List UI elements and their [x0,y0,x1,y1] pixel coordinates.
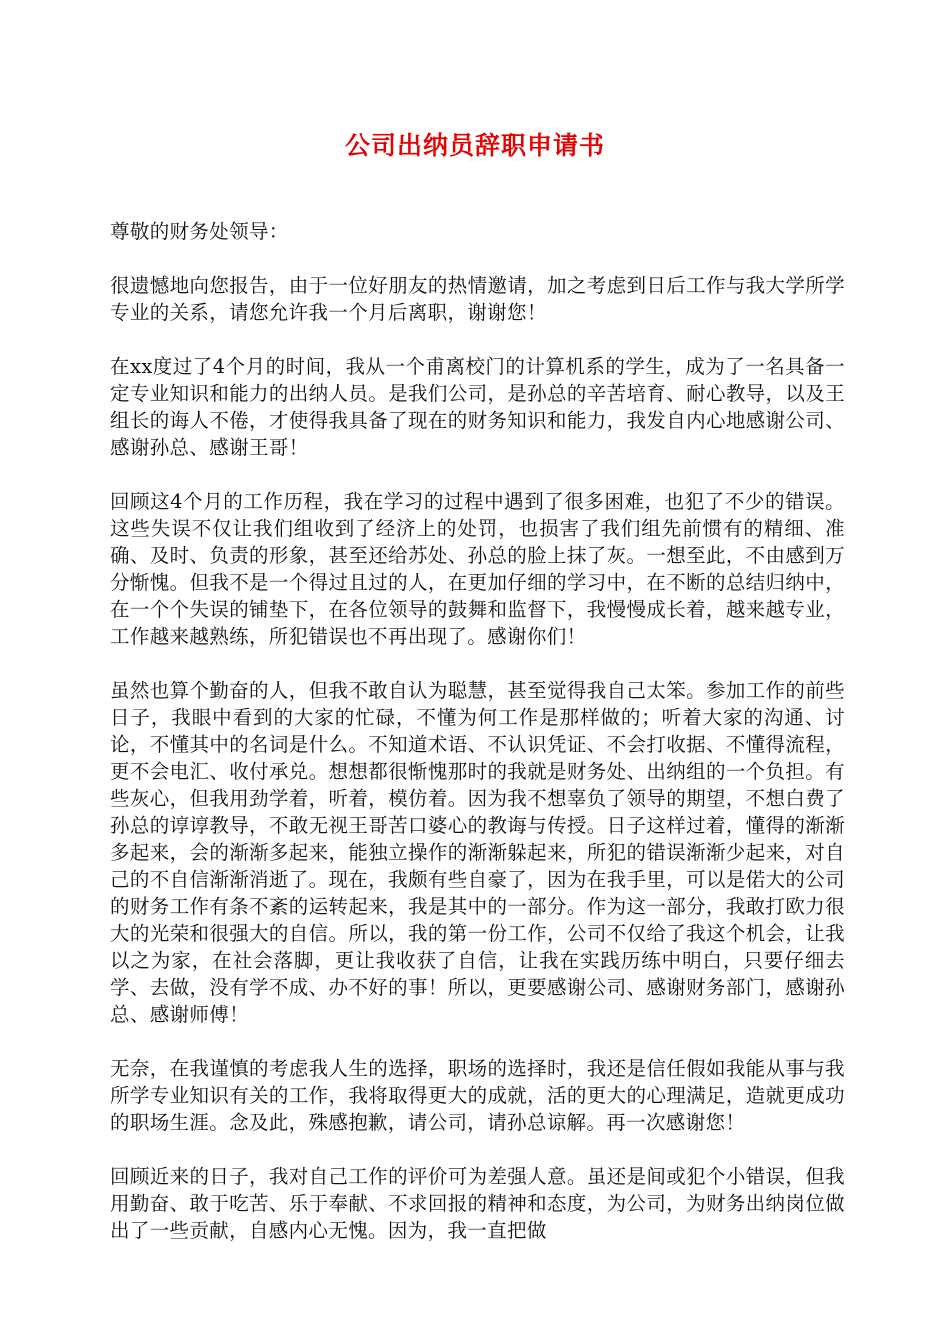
paragraph-3: 回顾这4个月的工作历程，我在学习的过程中遇到了很多困难，也犯了不少的错误。这些失误不仅让我们组收到了经济上的处罚，也损害了我们组先前惯有的精细、准确、及时、负责的形象，甚至还给苏处、孙总的脸上抹了灰。一想至此，不由感到万分惭愧。但我不是一个得过且过的人，在更加仔细的学习中，在不断的总结归纳中，在一个个失误的铺垫下，在各位领导的鼓舞和监督下，我慢慢成长着，越来越专业，工作越来越熟练，所犯错误也不再出现了。感谢你们！ [110,490,845,648]
paragraph-2: 在xx度过了4个月的时间，我从一个甫离校门的计算机系的学生，成为了一名具备一定专业知识和能力的出纳人员。是我们公司，是孙总的辛苦培育、耐心教导，以及王组长的诲人不倦，才使得我具备了现在的财务知识和能力，我发自内心地感谢公司、感谢孙总、感谢王哥！ [110,355,845,459]
document-title: 公司出纳员辞职申请书 [344,131,605,160]
salutation: 尊敬的财务处领导： [110,220,289,243]
paragraph-6: 回顾近来的日子，我对自己工作的评价可为差强人意。虽还是间或犯个小错误，但我用勤奋、敢于吃苦、乐于奉献、不求回报的精神和态度，为公司，为财务出纳岗位做出了一些贡献，自感内心无愧。因为，我一直把做 [110,1165,845,1242]
paragraph-4: 虽然也算个勤奋的人，但我不敢自认为聪慧，甚至觉得我自己太笨。参加工作的前些日子，我眼中看到的大家的忙碌，不懂为何工作是那样做的；听着大家的沟通、讨论，不懂其中的名词是什么。不知道术语、不认识凭证、不会打收据、不懂得流程，更不会电汇、收付承兑。想想都很惭愧那时的我就是财务处、出纳组的一个负担。有些灰心，但我用劲学着，听着，模仿着。因为我不想辜负了领导的期望，不想白费了孙总的谆谆教导，不敢无视王哥苦口婆心的教诲与传授。日子这样过着，懂得的渐渐多起来，会的渐渐多起来，能独立操作的渐渐躲起来，所犯的错误渐渐少起来，对自己的不自信渐渐消逝了。现在，我颇有些自豪了，因为在我手里，可以是偌大的公司的财务工作有条不紊的运转起来，我是其中的一部分。作为这一部分，我敢打欧力很大的光荣和很强大的自信。所以，我的第一份工作，公司不仅给了我这个机会，让我以之为家，在社会落脚，更让我收获了自信，让我在实践历练中明白，只要仔细去学、去做，没有学不成、办不好的事！所以，更要感谢公司、感谢财务部门，感谢孙总、感谢师傅！ [110,679,845,1026]
paragraph-1: 很遗憾地向您报告，由于一位好朋友的热情邀请，加之考虑到日后工作与我大学所学专业的关系，请您允许我一个月后离职，谢谢您！ [110,274,845,324]
paragraph-5: 无奈，在我谨慎的考虑我人生的选择，职场的选择时，我还是信任假如我能从事与我所学专业知识有关的工作，我将取得更大的成就，活的更大的心理满足，造就更成功的职场生涯。念及此，殊感抱歉，请公司，请孙总谅解。再一次感谢您！ [110,1057,845,1134]
document-body [110,218,845,1244]
